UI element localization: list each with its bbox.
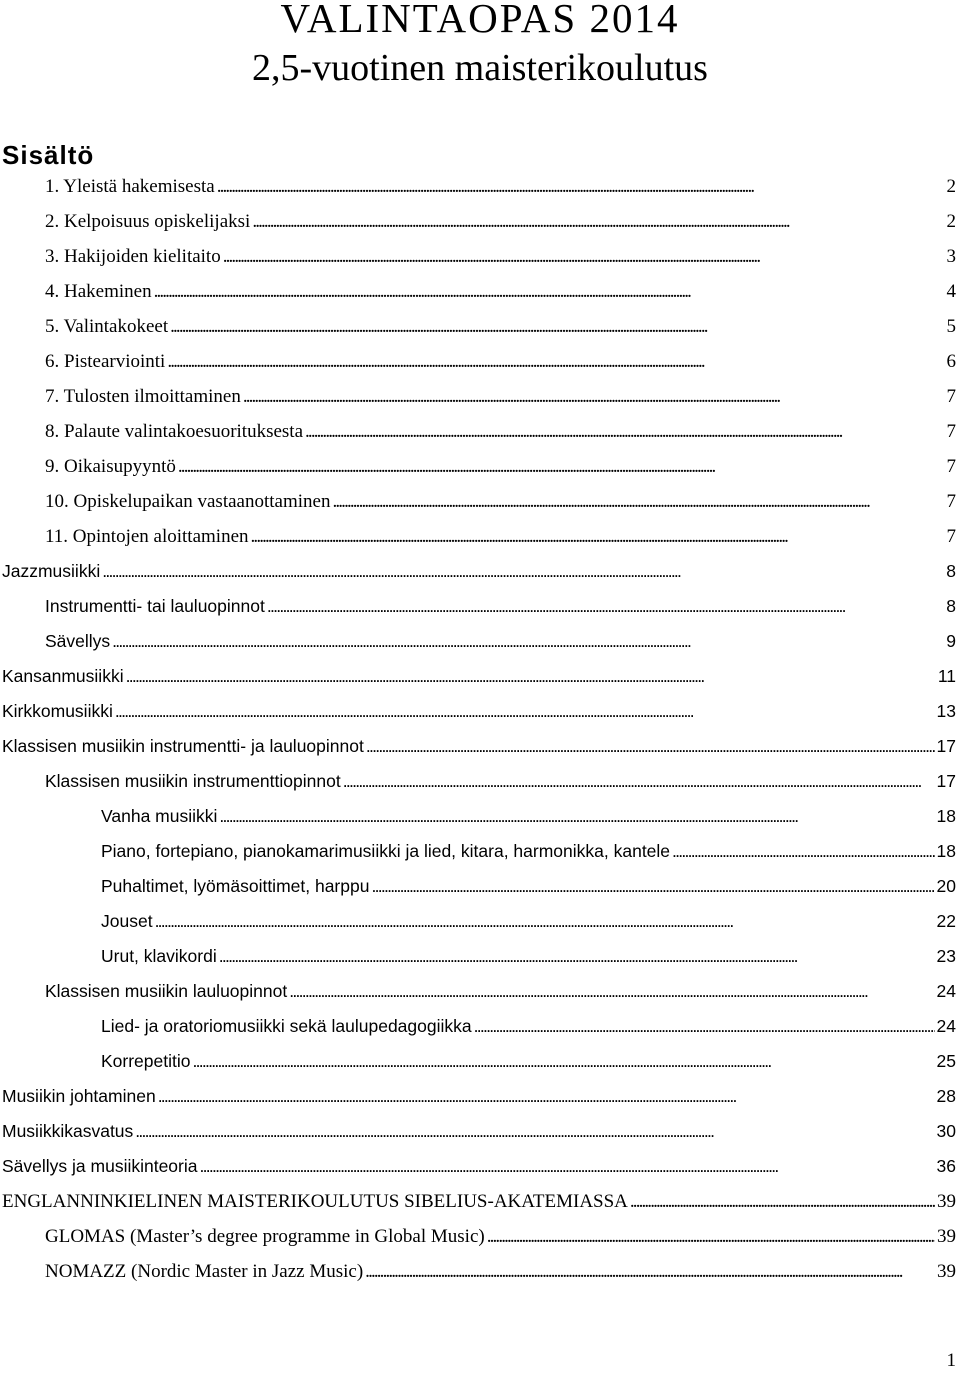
- toc-entry-page: 2: [946, 211, 956, 232]
- toc-entry-page: 30: [936, 1121, 956, 1141]
- toc-dot-leader: [332, 484, 944, 519]
- toc-entry[interactable]: [0, 484, 960, 519]
- toc-entry[interactable]: [0, 1149, 960, 1184]
- toc-entry[interactable]: [0, 1254, 960, 1289]
- toc-entry-page: 6: [946, 351, 956, 372]
- toc-dot-leader: [672, 834, 934, 869]
- toc-entry[interactable]: [0, 799, 960, 834]
- toc-heading: Sisältö: [2, 140, 95, 170]
- toc-dot-leader: [155, 904, 935, 939]
- toc-entry[interactable]: [0, 659, 960, 694]
- toc-entry[interactable]: [0, 274, 960, 309]
- toc-entry-label: 10. Opiskelupaikan vastaanottaminen: [45, 491, 331, 512]
- toc-entry-label: 8. Palaute valintakoesuorituksesta: [45, 421, 304, 442]
- toc-entry[interactable]: [0, 1219, 960, 1254]
- toc-dot-leader: [158, 1079, 935, 1114]
- toc-entry-page: 39: [937, 1191, 956, 1212]
- toc-entry-page: 17: [936, 736, 956, 756]
- toc-entry[interactable]: [0, 344, 960, 379]
- toc-entry[interactable]: [0, 379, 960, 414]
- toc-entry[interactable]: [0, 309, 960, 344]
- toc-entry-label: 3. Hakijoiden kielitaito: [45, 246, 221, 267]
- toc-entry[interactable]: [0, 589, 960, 624]
- toc-entry-label: Lied- ja oratoriomusiikki sekä laulupedagogiikka: [101, 1016, 472, 1036]
- toc-entry[interactable]: [0, 869, 960, 904]
- toc-entry-label: 2. Kelpoisuus opiskelijaksi: [45, 211, 251, 232]
- toc-dot-leader: [251, 519, 945, 554]
- toc-entry-page: 39: [937, 1226, 956, 1247]
- table-of-contents: [0, 169, 960, 1289]
- toc-dot-leader: [371, 869, 934, 904]
- toc-entry-label: Kirkkomusiikki: [2, 701, 113, 721]
- toc-entry-page: 5: [946, 316, 956, 337]
- toc-entry-page: 8: [946, 561, 956, 581]
- toc-entry-page: 39: [937, 1261, 956, 1282]
- toc-entry[interactable]: [0, 554, 960, 589]
- toc-entry-page: 24: [936, 1016, 956, 1036]
- toc-entry-page: 7: [946, 386, 956, 407]
- toc-entry-page: 7: [946, 456, 956, 477]
- toc-entry[interactable]: [0, 729, 960, 764]
- toc-entry[interactable]: [0, 764, 960, 799]
- toc-dot-leader: [135, 1114, 934, 1149]
- toc-dot-leader: [217, 169, 945, 204]
- toc-dot-leader: [219, 799, 934, 834]
- toc-dot-leader: [267, 589, 944, 624]
- toc-entry-label: Klassisen musiikin instrumentti- ja lauluopinnot: [2, 736, 364, 756]
- toc-entry-label: 11. Opintojen aloittaminen: [45, 526, 249, 547]
- toc-entry-page: 20: [936, 876, 956, 896]
- toc-entry-page: 7: [946, 421, 956, 442]
- toc-entry-label: 6. Pistearviointi: [45, 351, 166, 372]
- toc-entry-label: ENGLANNINKIELINEN MAISTERIKOULUTUS SIBELIUS-AKATEMIASSA: [2, 1191, 628, 1212]
- toc-dot-leader: [289, 974, 934, 1009]
- toc-entry-label: 1. Yleistä hakemisesta: [45, 176, 215, 197]
- toc-entry-label: NOMAZZ (Nordic Master in Jazz Music): [45, 1261, 364, 1282]
- toc-entry[interactable]: [0, 939, 960, 974]
- toc-dot-leader: [305, 414, 944, 449]
- toc-entry-label: Sävellys ja musiikinteoria: [2, 1156, 198, 1176]
- document-title: VALINTAOPAS 2014: [280, 0, 680, 41]
- toc-entry-label: Musiikkikasvatus: [2, 1121, 134, 1141]
- toc-entry[interactable]: [0, 694, 960, 729]
- toc-dot-leader: [219, 939, 935, 974]
- toc-entry-page: 8: [946, 596, 956, 616]
- toc-entry-label: 4. Hakeminen: [45, 281, 152, 302]
- toc-dot-leader: [112, 624, 944, 659]
- toc-entry-label: Jazzmusiikki: [2, 561, 101, 581]
- toc-dot-leader: [343, 764, 935, 799]
- toc-dot-leader: [243, 379, 945, 414]
- toc-entry-page: 4: [946, 281, 956, 302]
- toc-entry-page: 7: [946, 526, 956, 547]
- toc-entry[interactable]: [0, 169, 960, 204]
- toc-entry[interactable]: [0, 1079, 960, 1114]
- toc-entry-label: Urut, klavikordi: [101, 946, 217, 966]
- toc-entry-page: 25: [936, 1051, 956, 1071]
- toc-dot-leader: [252, 204, 944, 239]
- toc-dot-leader: [167, 344, 944, 379]
- toc-entry-page: 3: [946, 246, 956, 267]
- toc-dot-leader: [178, 449, 945, 484]
- toc-entry[interactable]: [0, 974, 960, 1009]
- toc-entry[interactable]: [0, 204, 960, 239]
- toc-dot-leader: [115, 694, 935, 729]
- toc-entry-page: 36: [936, 1156, 956, 1176]
- toc-entry-page: 28: [936, 1086, 956, 1106]
- toc-entry[interactable]: [0, 624, 960, 659]
- toc-entry[interactable]: [0, 834, 960, 869]
- toc-entry[interactable]: [0, 449, 960, 484]
- toc-entry[interactable]: [0, 904, 960, 939]
- toc-entry-page: 18: [936, 806, 956, 826]
- toc-entry[interactable]: [0, 1114, 960, 1149]
- toc-entry-label: Kansanmusiikki: [2, 666, 124, 686]
- toc-dot-leader: [170, 309, 944, 344]
- toc-entry-page: 17: [936, 771, 956, 791]
- toc-dot-leader: [365, 1254, 935, 1289]
- toc-dot-leader: [223, 239, 945, 274]
- toc-entry-label: 7. Tulosten ilmoittaminen: [45, 386, 241, 407]
- toc-entry[interactable]: [0, 519, 960, 554]
- toc-entry-page: 23: [936, 946, 956, 966]
- toc-dot-leader: [474, 1009, 935, 1044]
- toc-entry-page: 18: [936, 841, 956, 861]
- toc-entry-label: Sävellys: [45, 631, 111, 651]
- toc-entry-page: 7: [946, 491, 956, 512]
- toc-entry[interactable]: [0, 1184, 960, 1219]
- toc-dot-leader: [487, 1219, 935, 1254]
- toc-entry-label: Korrepetitio: [101, 1051, 191, 1071]
- toc-dot-leader: [126, 659, 936, 694]
- toc-entry[interactable]: [0, 414, 960, 449]
- toc-entry-label: Piano, fortepiano, pianokamarimusiikki ja lied, kitara, harmonikka, kantele: [101, 841, 671, 861]
- toc-entry-label: Jouset: [101, 911, 153, 931]
- toc-dot-leader: [102, 554, 944, 589]
- toc-entry-label: GLOMAS (Master’s degree programme in Global Music): [45, 1226, 485, 1247]
- toc-entry-page: 2: [946, 176, 956, 197]
- page-number: 1: [946, 1350, 956, 1371]
- toc-entry-label: Puhaltimet, lyömäsoittimet, harppu: [101, 876, 370, 896]
- toc-entry-page: 13: [936, 701, 956, 721]
- toc-entry[interactable]: [0, 1044, 960, 1079]
- toc-dot-leader: [193, 1044, 935, 1079]
- toc-entry-label: Musiikin johtaminen: [2, 1086, 156, 1106]
- toc-entry-label: Klassisen musiikin lauluopinnot: [45, 981, 288, 1001]
- toc-dot-leader: [630, 1184, 935, 1219]
- toc-entry-label: Instrumentti- tai lauluopinnot: [45, 596, 265, 616]
- document-subtitle: 2,5-vuotinen maisterikoulutus: [252, 47, 708, 89]
- toc-dot-leader: [154, 274, 945, 309]
- toc-entry-label: Klassisen musiikin instrumenttiopinnot: [45, 771, 341, 791]
- toc-dot-leader: [200, 1149, 935, 1184]
- toc-entry-label: 9. Oikaisupyyntö: [45, 456, 176, 477]
- toc-entry-page: 22: [936, 911, 956, 931]
- toc-entry-label: 5. Valintakokeet: [45, 316, 169, 337]
- toc-dot-leader: [366, 729, 935, 764]
- toc-entry-label: Vanha musiikki: [101, 806, 218, 826]
- toc-entry-page: 9: [946, 631, 956, 651]
- toc-entry[interactable]: [0, 1009, 960, 1044]
- toc-entry[interactable]: [0, 239, 960, 274]
- toc-entry-page: 24: [936, 981, 956, 1001]
- toc-entry-page: 11: [937, 666, 956, 686]
